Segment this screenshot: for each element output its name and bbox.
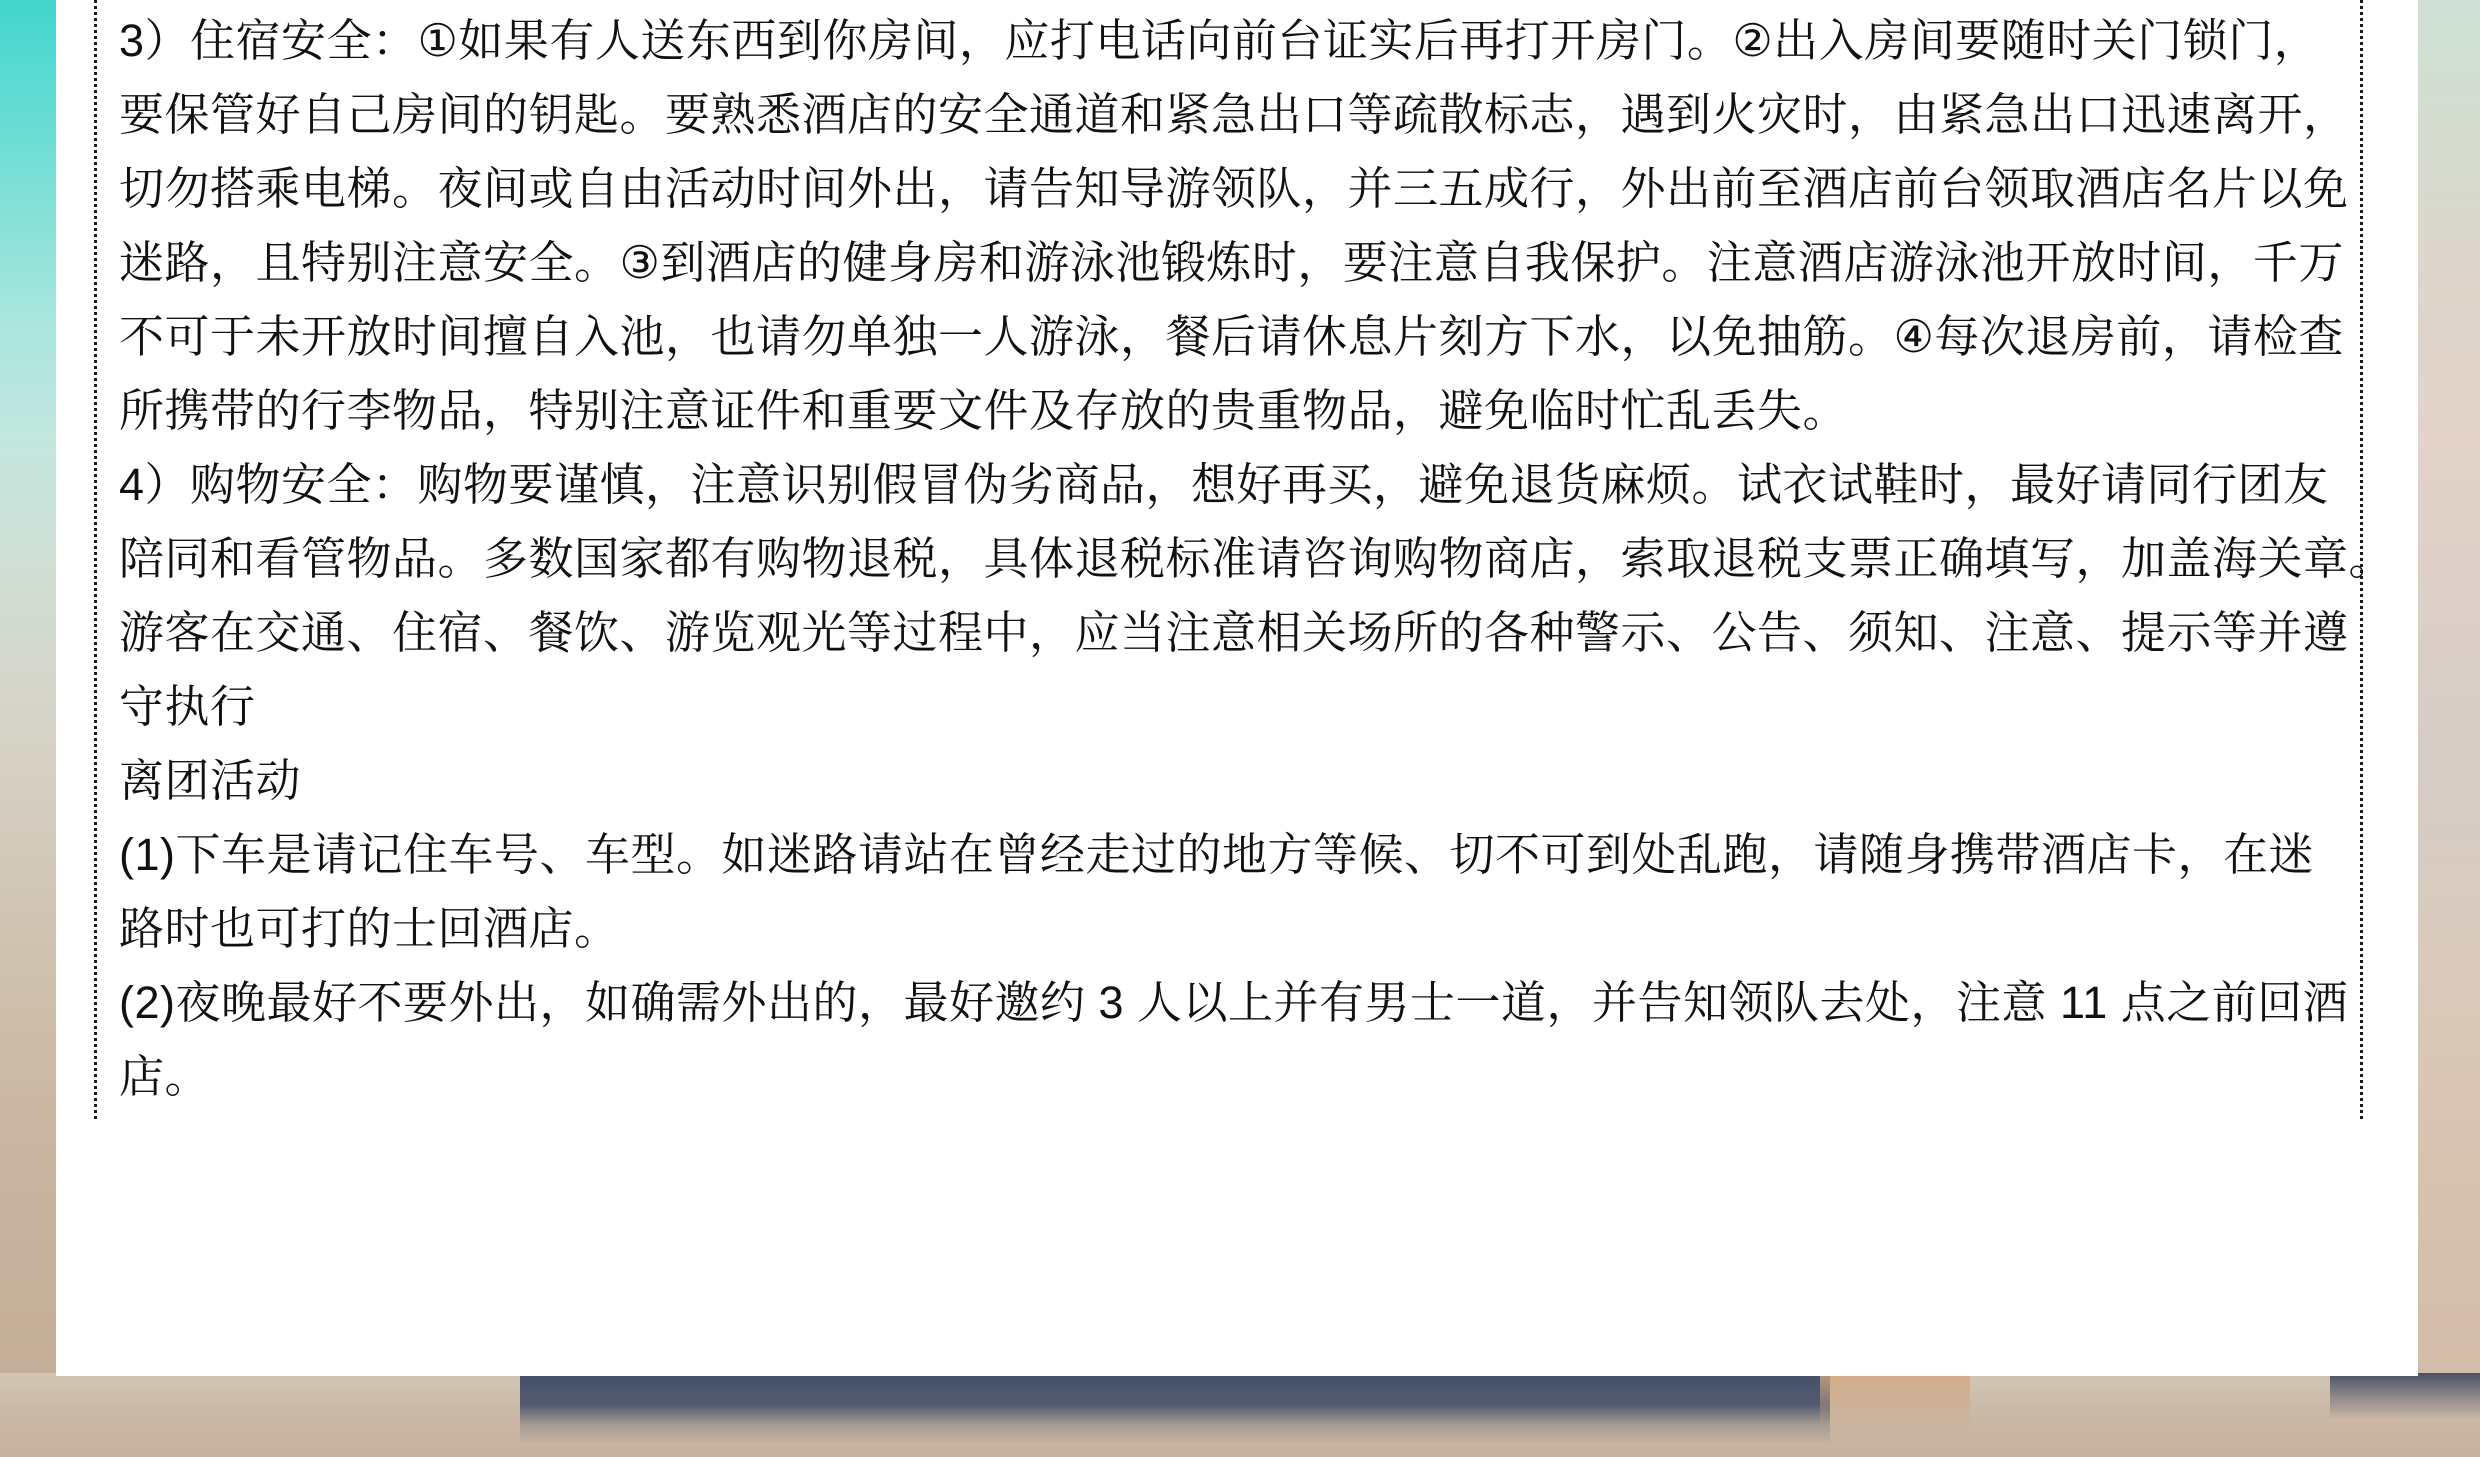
text-line-15: 店。 — [119, 1051, 211, 1102]
text-line-14: (2)夜晚最好不要外出，如确需外出的，最好邀约 3 人以上并有男士一道，并告知领队去处，注意 11 点之前回酒 — [119, 977, 2349, 1028]
text-line-11: 离团活动 — [119, 755, 302, 806]
document-text-region — [94, 0, 2395, 1119]
text-line-12: (1)下车是请记住车号、车型。如迷路请站在曾经走过的地方等候、切不可到处乱跑，请随身携带酒店卡，在迷 — [119, 829, 2315, 880]
background-photo-right-edge — [2416, 0, 2480, 1380]
document-sheet — [56, 0, 2418, 1376]
text-line-5: 不可于未开放时间擅自入池，也请勿单独一人游泳，餐后请休息片刻方下水，以免抽筋。④每次退房前，请检查 — [119, 311, 2344, 362]
text-line-13: 路时也可打的士回酒店。 — [119, 903, 620, 954]
text-line-3: 切勿搭乘电梯。夜间或自由活动时间外出，请告知导游领队，并三五成行，外出前至酒店前台领取酒店名片以免 — [119, 163, 2349, 214]
text-line-6: 所携带的行李物品，特别注意证件和重要文件及存放的贵重物品，避免临时忙乱丢失。 — [119, 385, 1849, 436]
text-line-2: 要保管好自己房间的钥匙。要熟悉酒店的安全通道和紧急出口等疏散标志，遇到火灾时，由紧急出口迅速离开， — [119, 89, 2349, 140]
text-line-8: 陪同和看管物品。多数国家都有购物退税，具体退税标准请咨询购物商店，索取退税支票正确填写，加盖海关章。 — [119, 533, 2395, 584]
text-line-9: 游客在交通、住宿、餐饮、游览观光等过程中，应当注意相关场所的各种警示、公告、须知、注意、提示等并遵 — [119, 607, 2349, 658]
background-photo-beach-bottom — [0, 1373, 2480, 1457]
text-line-10: 守执行 — [119, 681, 256, 732]
text-line-1: 3）住宿安全：①如果有人送东西到你房间，应打电话向前台证实后再打开房门。②出入房间要随时关门锁门， — [119, 15, 2320, 66]
text-line-7: 4）购物安全：购物要谨慎，注意识别假冒伪劣商品，想好再买，避免退货麻烦。试衣试鞋时，最好请同行团友 — [119, 459, 2329, 510]
text-line-4: 迷路，且特别注意安全。③到酒店的健身房和游泳池锻炼时，要注意自我保护。注意酒店游泳池开放时间，千万 — [119, 237, 2344, 288]
